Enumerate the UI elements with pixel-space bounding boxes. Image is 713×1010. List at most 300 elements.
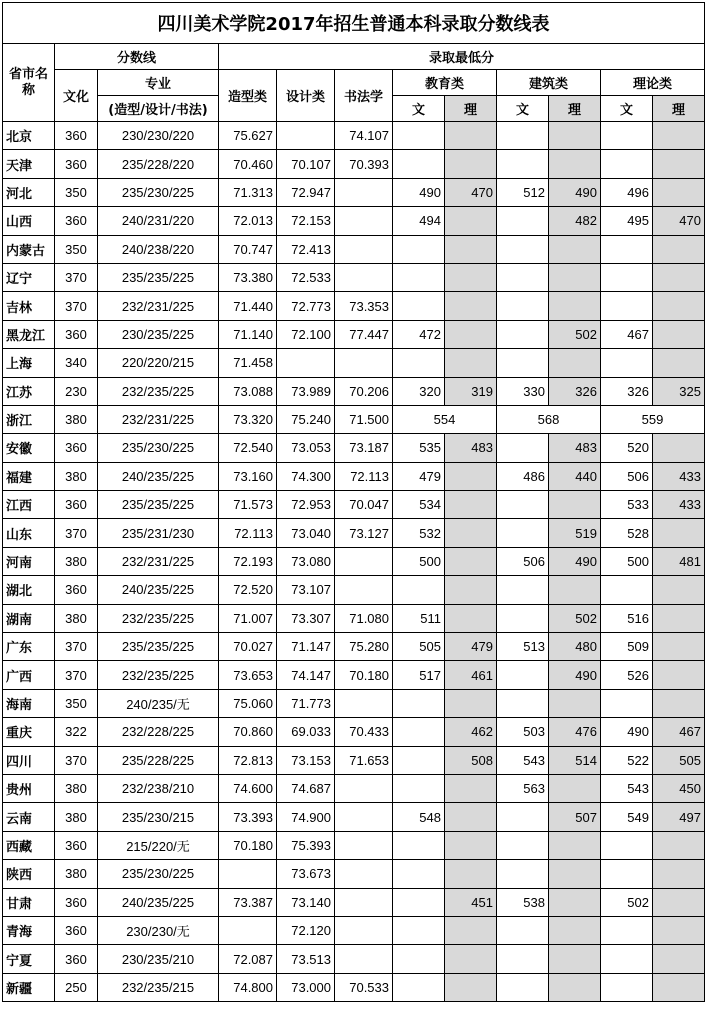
jianzhu-li-cell — [549, 888, 601, 916]
province-cell: 山西 — [3, 207, 55, 235]
wenhua-score-cell: 380 — [55, 774, 98, 802]
zhuanye-score-cell: 230/230/220 — [98, 122, 219, 150]
header-lilun-li: 理 — [653, 96, 705, 122]
jiaoyu-li-cell — [445, 774, 497, 802]
lilun-li-cell — [653, 689, 705, 717]
jiaoyu-wen-cell: 490 — [393, 178, 445, 206]
wenhua-score-cell: 380 — [55, 547, 98, 575]
lilun-wen-cell: 543 — [601, 774, 653, 802]
jianzhu-li-cell: 490 — [549, 661, 601, 689]
jiaoyu-wen-cell: 500 — [393, 547, 445, 575]
zhuanye-score-cell: 235/228/225 — [98, 746, 219, 774]
jiaoyu-wen-cell — [393, 150, 445, 178]
jiaoyu-li-cell — [445, 263, 497, 291]
jiaoyu-wen-cell: 472 — [393, 320, 445, 348]
lilun-li-cell — [653, 434, 705, 462]
table-row — [3, 945, 705, 973]
jianzhu-li-cell: 490 — [549, 547, 601, 575]
sheji-min-cell: 71.773 — [277, 689, 335, 717]
header-zhuanye: 专业 — [98, 70, 219, 96]
zaoxing-min-cell: 73.387 — [219, 888, 277, 916]
sheji-min-cell: 72.100 — [277, 320, 335, 348]
sheji-min-cell: 72.120 — [277, 916, 335, 944]
jianzhu-li-cell — [549, 689, 601, 717]
province-cell: 江西 — [3, 491, 55, 519]
zhuanye-score-cell: 235/231/230 — [98, 519, 219, 547]
shufa-min-cell — [335, 178, 393, 206]
lilun-merged-cell: 559 — [601, 405, 705, 433]
sheji-min-cell: 73.053 — [277, 434, 335, 462]
lilun-wen-cell: 509 — [601, 633, 653, 661]
table-row — [3, 150, 705, 178]
wenhua-score-cell: 360 — [55, 150, 98, 178]
sheji-min-cell: 72.413 — [277, 235, 335, 263]
table-row — [3, 434, 705, 462]
sheji-min-cell: 73.513 — [277, 945, 335, 973]
zhuanye-score-cell: 220/220/215 — [98, 349, 219, 377]
zhuanye-score-cell: 240/235/无 — [98, 689, 219, 717]
shufa-min-cell: 71.500 — [335, 405, 393, 433]
zhuanye-score-cell: 232/235/225 — [98, 377, 219, 405]
zaoxing-min-cell: 72.113 — [219, 519, 277, 547]
province-cell: 贵州 — [3, 774, 55, 802]
table-row — [3, 405, 705, 433]
jiaoyu-wen-cell: 535 — [393, 434, 445, 462]
province-cell: 青海 — [3, 916, 55, 944]
jianzhu-wen-cell: 486 — [497, 462, 549, 490]
lilun-wen-cell — [601, 576, 653, 604]
jiaoyu-wen-cell — [393, 689, 445, 717]
wenhua-score-cell: 380 — [55, 462, 98, 490]
jianzhu-wen-cell — [497, 122, 549, 150]
sheji-min-cell: 71.147 — [277, 633, 335, 661]
zhuanye-score-cell: 235/235/225 — [98, 491, 219, 519]
header-wenhua: 文化 — [55, 70, 98, 122]
table-row — [3, 377, 705, 405]
table-row — [3, 462, 705, 490]
province-cell: 福建 — [3, 462, 55, 490]
shufa-min-cell: 70.206 — [335, 377, 393, 405]
jianzhu-wen-cell — [497, 235, 549, 263]
province-cell: 山东 — [3, 519, 55, 547]
zaoxing-min-cell: 72.013 — [219, 207, 277, 235]
wenhua-score-cell: 360 — [55, 945, 98, 973]
lilun-li-cell — [653, 292, 705, 320]
lilun-wen-cell — [601, 689, 653, 717]
sheji-min-cell: 73.673 — [277, 860, 335, 888]
lilun-li-cell — [653, 973, 705, 1001]
table-row — [3, 519, 705, 547]
jiaoyu-li-cell: 483 — [445, 434, 497, 462]
shufa-min-cell — [335, 547, 393, 575]
sheji-min-cell: 69.033 — [277, 718, 335, 746]
zhuanye-score-cell: 235/230/225 — [98, 860, 219, 888]
jianzhu-li-cell — [549, 150, 601, 178]
jianzhu-li-cell: 476 — [549, 718, 601, 746]
jiaoyu-li-cell — [445, 576, 497, 604]
shufa-min-cell: 73.127 — [335, 519, 393, 547]
zaoxing-min-cell: 73.653 — [219, 661, 277, 689]
lilun-wen-cell — [601, 945, 653, 973]
jianzhu-wen-cell — [497, 973, 549, 1001]
jiaoyu-li-cell — [445, 860, 497, 888]
zaoxing-min-cell: 72.087 — [219, 945, 277, 973]
zaoxing-min-cell: 71.007 — [219, 604, 277, 632]
sheji-min-cell: 74.147 — [277, 661, 335, 689]
header-sheji: 设计类 — [277, 70, 335, 122]
jianzhu-wen-cell — [497, 292, 549, 320]
jiaoyu-wen-cell — [393, 349, 445, 377]
jianzhu-li-cell — [549, 292, 601, 320]
jianzhu-li-cell: 483 — [549, 434, 601, 462]
table-row — [3, 888, 705, 916]
zaoxing-min-cell: 72.813 — [219, 746, 277, 774]
sheji-min-cell: 73.153 — [277, 746, 335, 774]
zaoxing-min-cell: 70.860 — [219, 718, 277, 746]
province-cell: 甘肃 — [3, 888, 55, 916]
header-jiaoyu-li: 理 — [445, 96, 497, 122]
lilun-li-cell — [653, 320, 705, 348]
jiaoyu-li-cell — [445, 150, 497, 178]
province-cell: 黑龙江 — [3, 320, 55, 348]
header-jiaoyu-wen: 文 — [393, 96, 445, 122]
wenhua-score-cell: 370 — [55, 263, 98, 291]
jianzhu-li-cell: 519 — [549, 519, 601, 547]
lilun-wen-cell — [601, 122, 653, 150]
jiaoyu-wen-cell — [393, 235, 445, 263]
shufa-min-cell: 70.533 — [335, 973, 393, 1001]
jianzhu-li-cell: 480 — [549, 633, 601, 661]
jiaoyu-li-cell — [445, 916, 497, 944]
jianzhu-li-cell: 482 — [549, 207, 601, 235]
shufa-min-cell: 77.447 — [335, 320, 393, 348]
province-cell: 上海 — [3, 349, 55, 377]
zhuanye-score-cell: 230/230/无 — [98, 916, 219, 944]
jianzhu-li-cell: 502 — [549, 320, 601, 348]
lilun-li-cell — [653, 576, 705, 604]
sheji-min-cell: 75.240 — [277, 405, 335, 433]
jiaoyu-li-cell — [445, 235, 497, 263]
table-row — [3, 689, 705, 717]
province-cell: 广西 — [3, 661, 55, 689]
zhuanye-score-cell: 235/230/225 — [98, 434, 219, 462]
jianzhu-li-cell: 507 — [549, 803, 601, 831]
jianzhu-li-cell — [549, 774, 601, 802]
jianzhu-wen-cell — [497, 916, 549, 944]
lilun-wen-cell: 520 — [601, 434, 653, 462]
lilun-li-cell — [653, 888, 705, 916]
lilun-wen-cell: 528 — [601, 519, 653, 547]
lilun-li-cell: 497 — [653, 803, 705, 831]
shufa-min-cell: 75.280 — [335, 633, 393, 661]
table-row — [3, 803, 705, 831]
jianzhu-wen-cell — [497, 576, 549, 604]
zaoxing-min-cell: 73.088 — [219, 377, 277, 405]
wenhua-score-cell: 370 — [55, 746, 98, 774]
lilun-li-cell — [653, 178, 705, 206]
jiaoyu-wen-cell — [393, 831, 445, 859]
province-cell: 四川 — [3, 746, 55, 774]
lilun-wen-cell: 502 — [601, 888, 653, 916]
jiaoyu-wen-cell: 548 — [393, 803, 445, 831]
jiaoyu-wen-cell: 505 — [393, 633, 445, 661]
sheji-min-cell: 73.307 — [277, 604, 335, 632]
shufa-min-cell — [335, 689, 393, 717]
jianzhu-wen-cell — [497, 689, 549, 717]
lilun-wen-cell: 326 — [601, 377, 653, 405]
shufa-min-cell — [335, 831, 393, 859]
zhuanye-score-cell: 235/228/220 — [98, 150, 219, 178]
zhuanye-score-cell: 232/238/210 — [98, 774, 219, 802]
jiaoyu-wen-cell — [393, 292, 445, 320]
zaoxing-min-cell: 74.800 — [219, 973, 277, 1001]
table-row — [3, 576, 705, 604]
wenhua-score-cell: 370 — [55, 633, 98, 661]
wenhua-score-cell: 360 — [55, 207, 98, 235]
sheji-min-cell: 74.300 — [277, 462, 335, 490]
shufa-min-cell — [335, 263, 393, 291]
wenhua-score-cell: 340 — [55, 349, 98, 377]
province-cell: 宁夏 — [3, 945, 55, 973]
lilun-wen-cell: 495 — [601, 207, 653, 235]
province-cell: 湖南 — [3, 604, 55, 632]
zaoxing-min-cell — [219, 860, 277, 888]
jianzhu-li-cell — [549, 263, 601, 291]
jiaoyu-merged-cell: 554 — [393, 405, 497, 433]
table-row — [3, 604, 705, 632]
wenhua-score-cell: 370 — [55, 519, 98, 547]
province-cell: 内蒙古 — [3, 235, 55, 263]
jianzhu-wen-cell: 503 — [497, 718, 549, 746]
jiaoyu-li-cell — [445, 973, 497, 1001]
lilun-wen-cell: 522 — [601, 746, 653, 774]
table-row — [3, 547, 705, 575]
province-cell: 安徽 — [3, 434, 55, 462]
header-lilun: 理论类 — [601, 70, 705, 96]
header-zaoxing: 造型类 — [219, 70, 277, 122]
zhuanye-score-cell: 232/231/225 — [98, 405, 219, 433]
lilun-li-cell: 325 — [653, 377, 705, 405]
table-row — [3, 774, 705, 802]
jiaoyu-wen-cell: 479 — [393, 462, 445, 490]
jiaoyu-li-cell — [445, 349, 497, 377]
jianzhu-wen-cell: 330 — [497, 377, 549, 405]
jiaoyu-li-cell — [445, 547, 497, 575]
jianzhu-li-cell — [549, 235, 601, 263]
lilun-li-cell: 433 — [653, 491, 705, 519]
jiaoyu-wen-cell — [393, 916, 445, 944]
zhuanye-score-cell: 230/235/210 — [98, 945, 219, 973]
table-row — [3, 320, 705, 348]
table-row — [3, 718, 705, 746]
jianzhu-li-cell — [549, 831, 601, 859]
zaoxing-min-cell: 70.180 — [219, 831, 277, 859]
wenhua-score-cell: 380 — [55, 860, 98, 888]
sheji-min-cell: 75.393 — [277, 831, 335, 859]
zaoxing-min-cell: 74.600 — [219, 774, 277, 802]
jianzhu-wen-cell — [497, 803, 549, 831]
sheji-min-cell: 72.953 — [277, 491, 335, 519]
sheji-min-cell: 73.140 — [277, 888, 335, 916]
jiaoyu-li-cell — [445, 320, 497, 348]
jianzhu-wen-cell — [497, 207, 549, 235]
shufa-min-cell: 70.393 — [335, 150, 393, 178]
jiaoyu-li-cell — [445, 803, 497, 831]
header-jianzhu-wen: 文 — [497, 96, 549, 122]
table-row — [3, 122, 705, 150]
sheji-min-cell: 72.533 — [277, 263, 335, 291]
jianzhu-li-cell: 326 — [549, 377, 601, 405]
shufa-min-cell — [335, 774, 393, 802]
jianzhu-li-cell — [549, 491, 601, 519]
table-row — [3, 860, 705, 888]
jiaoyu-li-cell: 461 — [445, 661, 497, 689]
jianzhu-wen-cell — [497, 604, 549, 632]
wenhua-score-cell: 360 — [55, 320, 98, 348]
table-row — [3, 263, 705, 291]
zaoxing-min-cell: 75.060 — [219, 689, 277, 717]
jianzhu-li-cell: 514 — [549, 746, 601, 774]
jiaoyu-wen-cell — [393, 746, 445, 774]
table-body — [3, 122, 705, 1002]
lilun-wen-cell: 506 — [601, 462, 653, 490]
zaoxing-min-cell: 70.460 — [219, 150, 277, 178]
province-cell: 西藏 — [3, 831, 55, 859]
lilun-wen-cell: 500 — [601, 547, 653, 575]
jiaoyu-li-cell: 319 — [445, 377, 497, 405]
lilun-li-cell — [653, 916, 705, 944]
lilun-wen-cell — [601, 973, 653, 1001]
wenhua-score-cell: 360 — [55, 434, 98, 462]
zhuanye-score-cell: 232/235/215 — [98, 973, 219, 1001]
lilun-wen-cell: 496 — [601, 178, 653, 206]
jianzhu-wen-cell: 513 — [497, 633, 549, 661]
zhuanye-score-cell: 232/235/225 — [98, 604, 219, 632]
table-title: 四川美术学院2017年招生普通本科录取分数线表 — [3, 3, 705, 44]
jiaoyu-wen-cell — [393, 888, 445, 916]
shufa-min-cell — [335, 576, 393, 604]
sheji-min-cell: 73.989 — [277, 377, 335, 405]
jianzhu-li-cell — [549, 122, 601, 150]
zaoxing-min-cell: 73.160 — [219, 462, 277, 490]
jianzhu-li-cell — [549, 916, 601, 944]
jiaoyu-li-cell — [445, 292, 497, 320]
jiaoyu-li-cell: 508 — [445, 746, 497, 774]
jiaoyu-li-cell — [445, 491, 497, 519]
jiaoyu-li-cell: 479 — [445, 633, 497, 661]
wenhua-score-cell: 230 — [55, 377, 98, 405]
province-cell: 辽宁 — [3, 263, 55, 291]
zhuanye-score-cell: 235/230/225 — [98, 178, 219, 206]
lilun-wen-cell — [601, 292, 653, 320]
table-row — [3, 661, 705, 689]
jiaoyu-li-cell — [445, 462, 497, 490]
jiaoyu-wen-cell — [393, 263, 445, 291]
table-row — [3, 349, 705, 377]
jiaoyu-wen-cell: 494 — [393, 207, 445, 235]
jiaoyu-li-cell — [445, 831, 497, 859]
jianzhu-wen-cell — [497, 263, 549, 291]
zaoxing-min-cell: 73.393 — [219, 803, 277, 831]
header-lilun-wen: 文 — [601, 96, 653, 122]
lilun-wen-cell — [601, 860, 653, 888]
province-cell: 天津 — [3, 150, 55, 178]
lilun-li-cell — [653, 860, 705, 888]
lilun-wen-cell: 516 — [601, 604, 653, 632]
jiaoyu-li-cell — [445, 945, 497, 973]
jianzhu-wen-cell: 506 — [497, 547, 549, 575]
table-row — [3, 916, 705, 944]
province-cell: 陕西 — [3, 860, 55, 888]
jiaoyu-wen-cell: 532 — [393, 519, 445, 547]
lilun-li-cell — [653, 831, 705, 859]
jianzhu-wen-cell: 538 — [497, 888, 549, 916]
shufa-min-cell — [335, 235, 393, 263]
zhuanye-score-cell: 240/235/225 — [98, 888, 219, 916]
jiaoyu-wen-cell — [393, 718, 445, 746]
lilun-wen-cell: 533 — [601, 491, 653, 519]
shufa-min-cell — [335, 803, 393, 831]
sheji-min-cell — [277, 349, 335, 377]
province-cell: 重庆 — [3, 718, 55, 746]
header-zhuanye-sub: (造型/设计/书法) — [98, 96, 219, 122]
jianzhu-li-cell — [549, 973, 601, 1001]
jianzhu-wen-cell — [497, 491, 549, 519]
shufa-min-cell: 74.107 — [335, 122, 393, 150]
shufa-min-cell — [335, 916, 393, 944]
province-cell: 海南 — [3, 689, 55, 717]
zhuanye-score-cell: 240/231/220 — [98, 207, 219, 235]
lilun-wen-cell: 490 — [601, 718, 653, 746]
zhuanye-score-cell: 240/238/220 — [98, 235, 219, 263]
wenhua-score-cell: 380 — [55, 803, 98, 831]
jianzhu-wen-cell: 512 — [497, 178, 549, 206]
jianzhu-li-cell: 502 — [549, 604, 601, 632]
lilun-li-cell: 481 — [653, 547, 705, 575]
shufa-min-cell: 73.353 — [335, 292, 393, 320]
table-row — [3, 207, 705, 235]
wenhua-score-cell: 360 — [55, 122, 98, 150]
lilun-li-cell — [653, 604, 705, 632]
sheji-min-cell: 73.107 — [277, 576, 335, 604]
province-cell: 新疆 — [3, 973, 55, 1001]
jianzhu-wen-cell — [497, 661, 549, 689]
shufa-min-cell — [335, 207, 393, 235]
jianzhu-wen-cell — [497, 831, 549, 859]
jiaoyu-li-cell: 451 — [445, 888, 497, 916]
province-cell: 江苏 — [3, 377, 55, 405]
jianzhu-li-cell — [549, 945, 601, 973]
province-cell: 浙江 — [3, 405, 55, 433]
province-cell: 北京 — [3, 122, 55, 150]
jianzhu-wen-cell — [497, 320, 549, 348]
table-row — [3, 973, 705, 1001]
province-cell: 广东 — [3, 633, 55, 661]
table-row — [3, 491, 705, 519]
lilun-li-cell — [653, 122, 705, 150]
lilun-li-cell — [653, 519, 705, 547]
zaoxing-min-cell: 72.520 — [219, 576, 277, 604]
jiaoyu-li-cell: 462 — [445, 718, 497, 746]
shufa-min-cell: 70.433 — [335, 718, 393, 746]
jianzhu-li-cell — [549, 860, 601, 888]
zaoxing-min-cell: 72.193 — [219, 547, 277, 575]
zaoxing-min-cell: 73.380 — [219, 263, 277, 291]
zhuanye-score-cell: 235/230/215 — [98, 803, 219, 831]
jianzhu-wen-cell: 543 — [497, 746, 549, 774]
header-shufa: 书法学 — [335, 70, 393, 122]
jiaoyu-wen-cell — [393, 122, 445, 150]
